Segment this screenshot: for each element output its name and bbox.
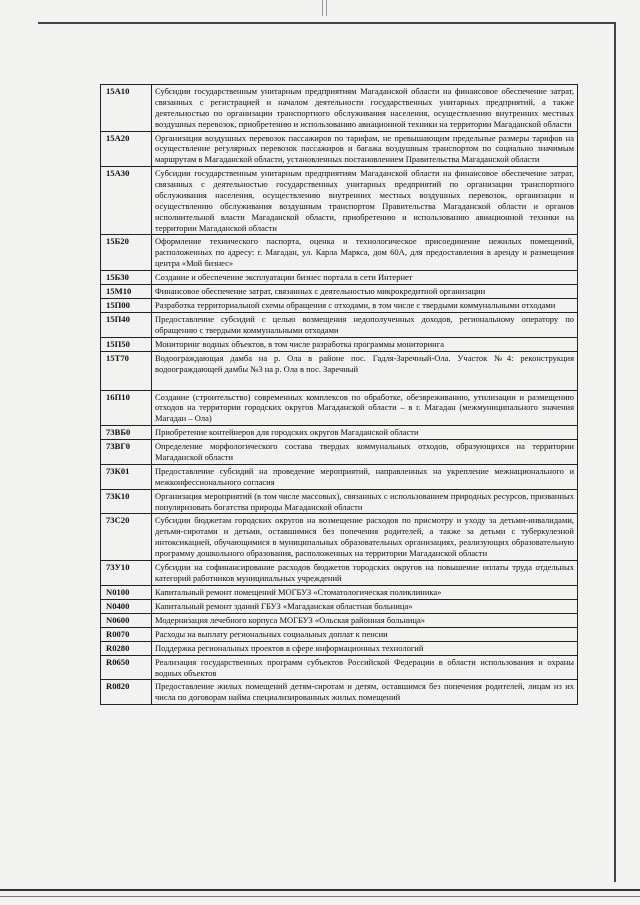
row-description: Реализация государственных программ субъектов Российской Федерации в области использования и охраны водных объектов: [152, 655, 578, 680]
classification-table: [100, 84, 578, 705]
row-code: 15Б30: [101, 271, 152, 285]
row-code: 15Б20: [101, 235, 152, 271]
table-row: [101, 613, 578, 627]
row-code: 15А10: [101, 85, 152, 132]
row-description: Предоставление жилых помещений детям-сиротам и детям, оставшимся без попечения родителей, лицам из их числа по договорам найма специализированных жилых помещений: [152, 680, 578, 705]
page-edge-top: [38, 22, 616, 24]
page-edge-right: [614, 22, 616, 882]
table-row: [101, 271, 578, 285]
row-code: 15Т70: [101, 351, 152, 390]
row-description: Финансовое обеспечение затрат, связанных с деятельностью микрокредитной организации: [152, 285, 578, 299]
table-row: [101, 641, 578, 655]
table-row: [101, 426, 578, 440]
row-code: 16П10: [101, 390, 152, 426]
table-row: [101, 235, 578, 271]
table-body: [101, 85, 578, 705]
table-row: [101, 167, 578, 235]
row-description: Субсидии государственным унитарным предприятиям Магаданской области на финансовое обеспечение затрат, связанных с регистрацией и началом деятельности государственных унитарных предприятий, а также деятельностью по организации транспортного обслуживания населения, осуществлению внутренних местных воздушных перевозок, приобретению и использованию авиационной техники на территории Магаданской области: [152, 85, 578, 132]
row-description: Определение морфологического состава твердых коммунальных отходов, образующихся на территории Магаданской области: [152, 440, 578, 465]
table-row: [101, 390, 578, 426]
row-description: Предоставление субсидий на проведение мероприятий, направленных на укрепление межнационального и межконфессионального согласия: [152, 464, 578, 489]
row-code: 15М10: [101, 285, 152, 299]
row-description: Организация воздушных перевозок пассажиров по тарифам, не превышающим предельные размеры тарифов на осуществление регулярных перевозок пассажиров и багажа воздушным транспортом по социально значимым маршрутам в Магаданской области, установленных постановлением Правительства Магаданской области: [152, 131, 578, 167]
row-description: Капитальный ремонт зданий ГБУЗ «Магаданская областная больница»: [152, 599, 578, 613]
table-row: [101, 585, 578, 599]
table-row: [101, 680, 578, 705]
row-description: Водоограждающая дамба на р. Ола в районе пос. Гадля-Заречный-Ола. Участок №4: реконструкция водоограждающей дамбы №3 на р. Ола в пос. Заречный: [152, 351, 578, 390]
row-code: 15А20: [101, 131, 152, 167]
table-row: [101, 337, 578, 351]
row-code: 73С20: [101, 514, 152, 561]
row-description: Приобретение контейнеров для городских округов Магаданской области: [152, 426, 578, 440]
row-description: Субсидии бюджетам городских округов на возмещение расходов по присмотру и уходу за детьми-инвалидами, детьми-сиротами и детьми, оставшимися без попечения родителей, а также за детьми с туберкулезной интоксикацией, обучающимися в муниципальных образовательных организациях, реализующих образовательную программу дошкольного образования, расположенных на территории Магаданской области: [152, 514, 578, 561]
row-code: 15А30: [101, 167, 152, 235]
row-description: Капитальный ремонт помещений МОГБУЗ «Стоматологическая поликлиника»: [152, 585, 578, 599]
row-code: 73У10: [101, 560, 152, 585]
row-description: Создание и обеспечение эксплуатации бизнес портала в сети Интернет: [152, 271, 578, 285]
row-code: N0100: [101, 585, 152, 599]
table-row: [101, 440, 578, 465]
table-row: [101, 627, 578, 641]
page-edge-bottom: [0, 889, 640, 891]
table-row: [101, 285, 578, 299]
table-row: [101, 655, 578, 680]
row-code: 73К01: [101, 464, 152, 489]
row-code: N0400: [101, 599, 152, 613]
row-code: R0070: [101, 627, 152, 641]
row-code: 15П50: [101, 337, 152, 351]
row-description: Мониторинг водных объектов, в том числе разработка программы мониторинга: [152, 337, 578, 351]
row-description: Расходы на выплату региональных социальных доплат к пенсии: [152, 627, 578, 641]
table-row: [101, 313, 578, 338]
table-row: [101, 560, 578, 585]
row-code: R0820: [101, 680, 152, 705]
row-description: Субсидии государственным унитарным предприятиям Магаданской области на финансовое обеспечение затрат, связанных с деятельностью государственных унитарных предприятий по организации транспортного обслуживания населения, осуществлению внутренних местных воздушных перевозок, организации и осуществлению обслуживания воздушным транспортом Правительства Магаданской области и органов исполнительной власти Магаданской области, приобретению и использованию авиационной техники на территории Магаданской области: [152, 167, 578, 235]
row-code: 15П40: [101, 313, 152, 338]
row-code: 73ВГ0: [101, 440, 152, 465]
row-description: Модернизация лечебного корпуса МОГБУЗ «Ольская районная больница»: [152, 613, 578, 627]
table-row: [101, 299, 578, 313]
table-row: [101, 489, 578, 514]
page-edge-bottom-inner: [0, 896, 640, 897]
row-code: 15П00: [101, 299, 152, 313]
row-code: N0600: [101, 613, 152, 627]
table-row: [101, 85, 578, 132]
table-row: [101, 464, 578, 489]
binding-mark: [322, 0, 327, 16]
row-code: 73К10: [101, 489, 152, 514]
row-description: Оформление технического паспорта, оценка и технологическое присоединение нежилых помещений, расположенных по адресу: г. Магадан, ул. Карла Маркса, дом 60А, для предоставления в аренду и размещения центра «Мой бизнес»: [152, 235, 578, 271]
row-description: Поддержка региональных проектов в сфере информационных технологий: [152, 641, 578, 655]
row-description: Разработка территориальной схемы обращения с отходами, в том числе с твердыми коммунальными отходами: [152, 299, 578, 313]
row-code: 73ВБ0: [101, 426, 152, 440]
table-row: [101, 514, 578, 561]
row-code: R0650: [101, 655, 152, 680]
row-description: Предоставление субсидий с целью возмещения недополученных доходов, региональному оператору по обращению с твердыми коммунальными отходами: [152, 313, 578, 338]
row-description: Субсидии на софинансирование расходов бюджетов городских округов на повышение оплаты труда отдельных категорий работников муниципальных учреждений: [152, 560, 578, 585]
table-row: [101, 131, 578, 167]
table-row: [101, 599, 578, 613]
row-description: Организация мероприятий (в том числе массовых), связанных с использованием природных ресурсов, призванных популяризовать богатства природы Магаданской области: [152, 489, 578, 514]
row-description: Создание (строительство) современных комплексов по обработке, обезвреживанию, утилизации и размещению отходов на территории городских округов Магаданской области – в г. Магадан (межмуниципального значения Магадан – Ола): [152, 390, 578, 426]
row-code: R0280: [101, 641, 152, 655]
table-row: [101, 351, 578, 390]
